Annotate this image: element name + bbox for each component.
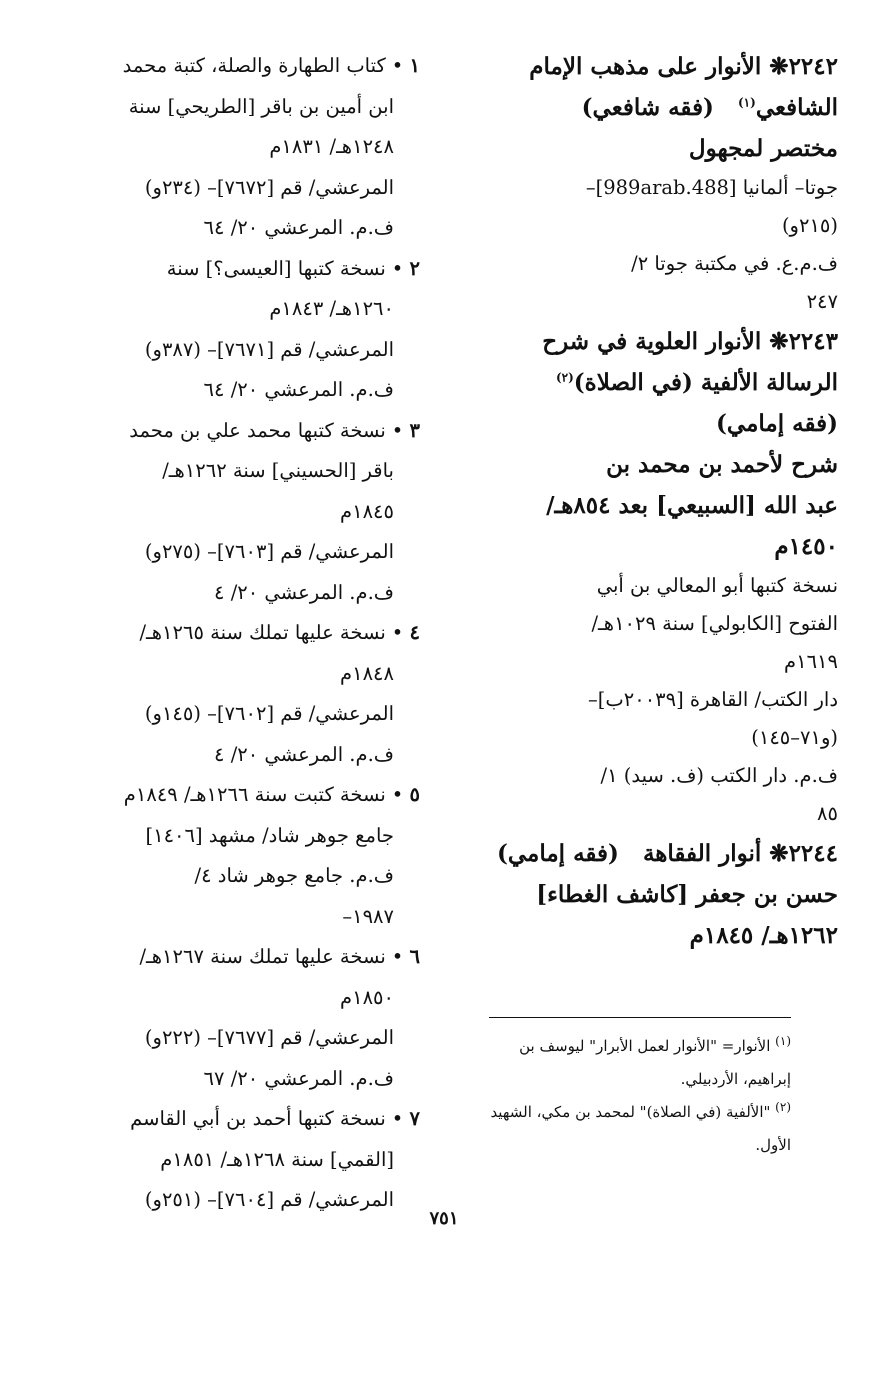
- entry-location: جوتا– ألمانيا [989arab.488]–: [585, 176, 838, 199]
- copy-text: نسخة كتبت سنة ١٢٦٦هـ/ ١٨٤٩م: [123, 783, 386, 806]
- left-column: [66, 46, 420, 1221]
- entry-subject: (فقه إمامي): [496, 840, 619, 867]
- copy-item-6: [66, 937, 420, 1099]
- copy-reference: ف.م. المرعشي ٢٠/ ٦٧: [203, 1066, 394, 1090]
- copy-text: نسخة عليها تملك سنة ١٢٦٥هـ/: [139, 621, 386, 644]
- entry-title-cont: الرسالة الألفية (في الصلاة): [573, 369, 838, 396]
- entry-2242-heading-cont: [488, 87, 838, 128]
- copy-location: المرعشي/ قم [٧٦٧٢]– (٢٣٤و): [144, 175, 394, 199]
- copy-location: المرعشي/ قم [٧٦٧١]– (٣٨٧و): [144, 337, 394, 361]
- entry-number: ٢٢٤٣: [788, 328, 838, 355]
- footnote-marker: (٢): [775, 1100, 791, 1114]
- entry-title: أنوار الفقاهة: [642, 840, 762, 867]
- copy-text: نسخة عليها تملك سنة ١٢٦٧هـ/: [139, 945, 386, 968]
- copy-location: جامع جوهر شاد/ مشهد [١٤٠٦]: [145, 823, 394, 847]
- entry-2244: [488, 833, 838, 956]
- entry-2242: [488, 46, 838, 321]
- copy-text: نسخة كتبها محمد علي بن محمد: [129, 418, 386, 442]
- entry-location-cont: (و٧١–١٤٥): [751, 726, 838, 749]
- copy-number: ١: [409, 54, 420, 77]
- copy-item-line: [66, 1099, 420, 1140]
- footnote-1: [449, 1030, 791, 1096]
- entry-title: الأنوار العلوية في شرح: [542, 328, 762, 355]
- footnote-text: الأنوار= "الأنوار لعمل الأبرار" ليوسف بن: [519, 1037, 771, 1055]
- copy-date: ١٢٤٨هـ/ ١٨٣١م: [269, 135, 394, 158]
- copy-date: [القمي] سنة ١٢٦٨هـ/ ١٨٥١م: [160, 1147, 394, 1171]
- copy-text: نسخة كتبها أحمد بن أبي القاسم: [130, 1107, 386, 1130]
- copy-item-2: [66, 249, 420, 411]
- footnote-marker: (٢): [555, 370, 574, 385]
- entry-copy-cont: الفتوح [الكابولي] سنة ١٠٢٩هـ/: [591, 612, 838, 635]
- copy-location: المرعشي/ قم [٧٦٠٣]– (٢٧٥و): [144, 540, 394, 563]
- bullet-icon: •: [391, 418, 404, 442]
- copy-text: كتاب الطهارة والصلة، كتبة محمد: [122, 54, 386, 77]
- entry-copy: نسخة كتبها أبو المعالي بن أبي: [596, 574, 838, 597]
- bullet-icon: •: [391, 783, 404, 806]
- footnotes: [449, 1030, 791, 1162]
- entry-title: الأنوار على مذهب الإمام: [529, 53, 762, 80]
- copy-date: ١٨٥٠م: [340, 985, 394, 1009]
- star-icon: ❋: [769, 53, 789, 80]
- copy-location: المرعشي/ قم [٧٦٧٧]– (٢٢٢و): [144, 1026, 394, 1049]
- entry-2243-heading-cont: [488, 362, 838, 403]
- bullet-icon: •: [391, 621, 404, 644]
- copy-item-line: [66, 613, 420, 654]
- copy-text: نسخة كتبها [العيسى؟] سنة: [166, 256, 386, 280]
- entry-author: حسن بن جعفر [كاشف الغطاء]: [536, 881, 838, 908]
- copy-item-4: [66, 613, 420, 775]
- entry-number: ٢٢٤٤: [788, 840, 838, 867]
- entry-subject: (فقه إمامي): [716, 410, 838, 437]
- copy-date: ١٨٤٥م: [340, 499, 394, 523]
- copy-number: ٤: [409, 621, 420, 644]
- footnote-2: [449, 1096, 791, 1162]
- right-column: [488, 46, 838, 956]
- page-number: ٧٥١: [429, 1208, 459, 1229]
- entry-reference-cont: ٨٥: [817, 802, 838, 825]
- footnote-divider: [489, 1017, 791, 1018]
- entry-author-date: ١٤٥٠م: [774, 533, 838, 560]
- copy-text-cont: باقر [الحسيني] سنة ١٢٦٢هـ/: [162, 459, 394, 482]
- entry-author-cont: عبد الله [السبيعي] بعد ٨٥٤هـ/: [546, 492, 838, 519]
- footnote-marker: (١): [737, 95, 756, 110]
- entry-author: مختصر لمجهول: [688, 135, 838, 162]
- copy-date: ١٢٦٠هـ/ ١٨٤٣م: [269, 297, 394, 320]
- entry-2244-heading: [488, 833, 838, 874]
- entry-title-cont: الشافعي: [755, 94, 838, 121]
- bullet-icon: •: [391, 945, 404, 968]
- star-icon: ❋: [769, 840, 789, 867]
- bullet-icon: •: [391, 54, 404, 77]
- footnote-text: "الألفية (في الصلاة)" لمحمد بن مكي، الشهيد: [490, 1103, 771, 1121]
- entry-author-date: ١٢٦٢هـ/ ١٨٤٥م: [689, 922, 838, 949]
- copy-text-cont: ابن أمين بن باقر [الطريحي] سنة: [128, 94, 394, 118]
- bullet-icon: •: [391, 256, 404, 280]
- entry-location: دار الكتب/ القاهرة [٢٠٠٣٩ب]–: [588, 688, 838, 711]
- copy-reference: ف.م. المرعشي ٢٠/ ٤: [214, 742, 394, 766]
- footnote-text-cont: الأول.: [755, 1136, 791, 1154]
- footnote-text-cont: إبراهيم، الأردبيلي.: [680, 1070, 791, 1088]
- entry-reference: ف.م. دار الكتب (ف. سيد) ١/: [600, 764, 838, 787]
- copy-number: ٥: [409, 783, 420, 806]
- entry-2243: [488, 321, 838, 833]
- copy-item-3: [66, 411, 420, 614]
- entry-number: ٢٢٤٢: [788, 53, 838, 80]
- copy-item-line: [66, 411, 420, 452]
- copy-reference: ف.م. المرعشي ٢٠/ ٦٤: [203, 378, 394, 401]
- copy-number: ٧: [409, 1107, 420, 1130]
- bullet-icon: •: [391, 1107, 404, 1130]
- entry-reference: ف.م.ع. في مكتبة جوتا ٢/: [631, 252, 838, 275]
- footnote-marker: (١): [775, 1034, 791, 1048]
- entry-location-cont: (٢١٥و): [781, 214, 838, 237]
- copy-item-line: [66, 937, 420, 978]
- entry-copy-date: ١٦١٩م: [784, 650, 838, 673]
- copy-item-line: [66, 249, 420, 290]
- copy-location: المرعشي/ قم [٧٦٠٢]– (١٤٥و): [144, 702, 394, 725]
- copy-item-line: [66, 775, 420, 816]
- copy-number: ٦: [409, 945, 420, 968]
- copy-item-7: [66, 1099, 420, 1221]
- copy-reference: ف.م. المرعشي ٢٠/ ٤: [214, 580, 394, 604]
- copy-item-1: [66, 46, 420, 249]
- copy-item-5: [66, 775, 420, 937]
- copy-number: ٣: [409, 418, 420, 442]
- entry-2243-heading: [488, 321, 838, 362]
- copy-reference: ف.م. جامع جوهر شاد ٤/: [194, 864, 394, 887]
- entry-subject: (فقه شافعي): [581, 94, 714, 121]
- copy-date: ١٨٤٨م: [340, 661, 394, 685]
- star-icon: ❋: [769, 328, 789, 355]
- entry-2242-heading: [488, 46, 838, 87]
- copy-location: المرعشي/ قم [٧٦٠٤]– (٢٥١و): [144, 1188, 394, 1211]
- copy-reference: ف.م. المرعشي ٢٠/ ٦٤: [203, 216, 394, 239]
- copy-number: ٢: [409, 256, 420, 280]
- entry-author: شرح لأحمد بن محمد بن: [606, 451, 838, 478]
- copy-item-line: [66, 46, 420, 87]
- entry-reference-cont: ٢٤٧: [806, 290, 838, 313]
- copy-reference-cont: ١٩٨٧–: [342, 904, 394, 928]
